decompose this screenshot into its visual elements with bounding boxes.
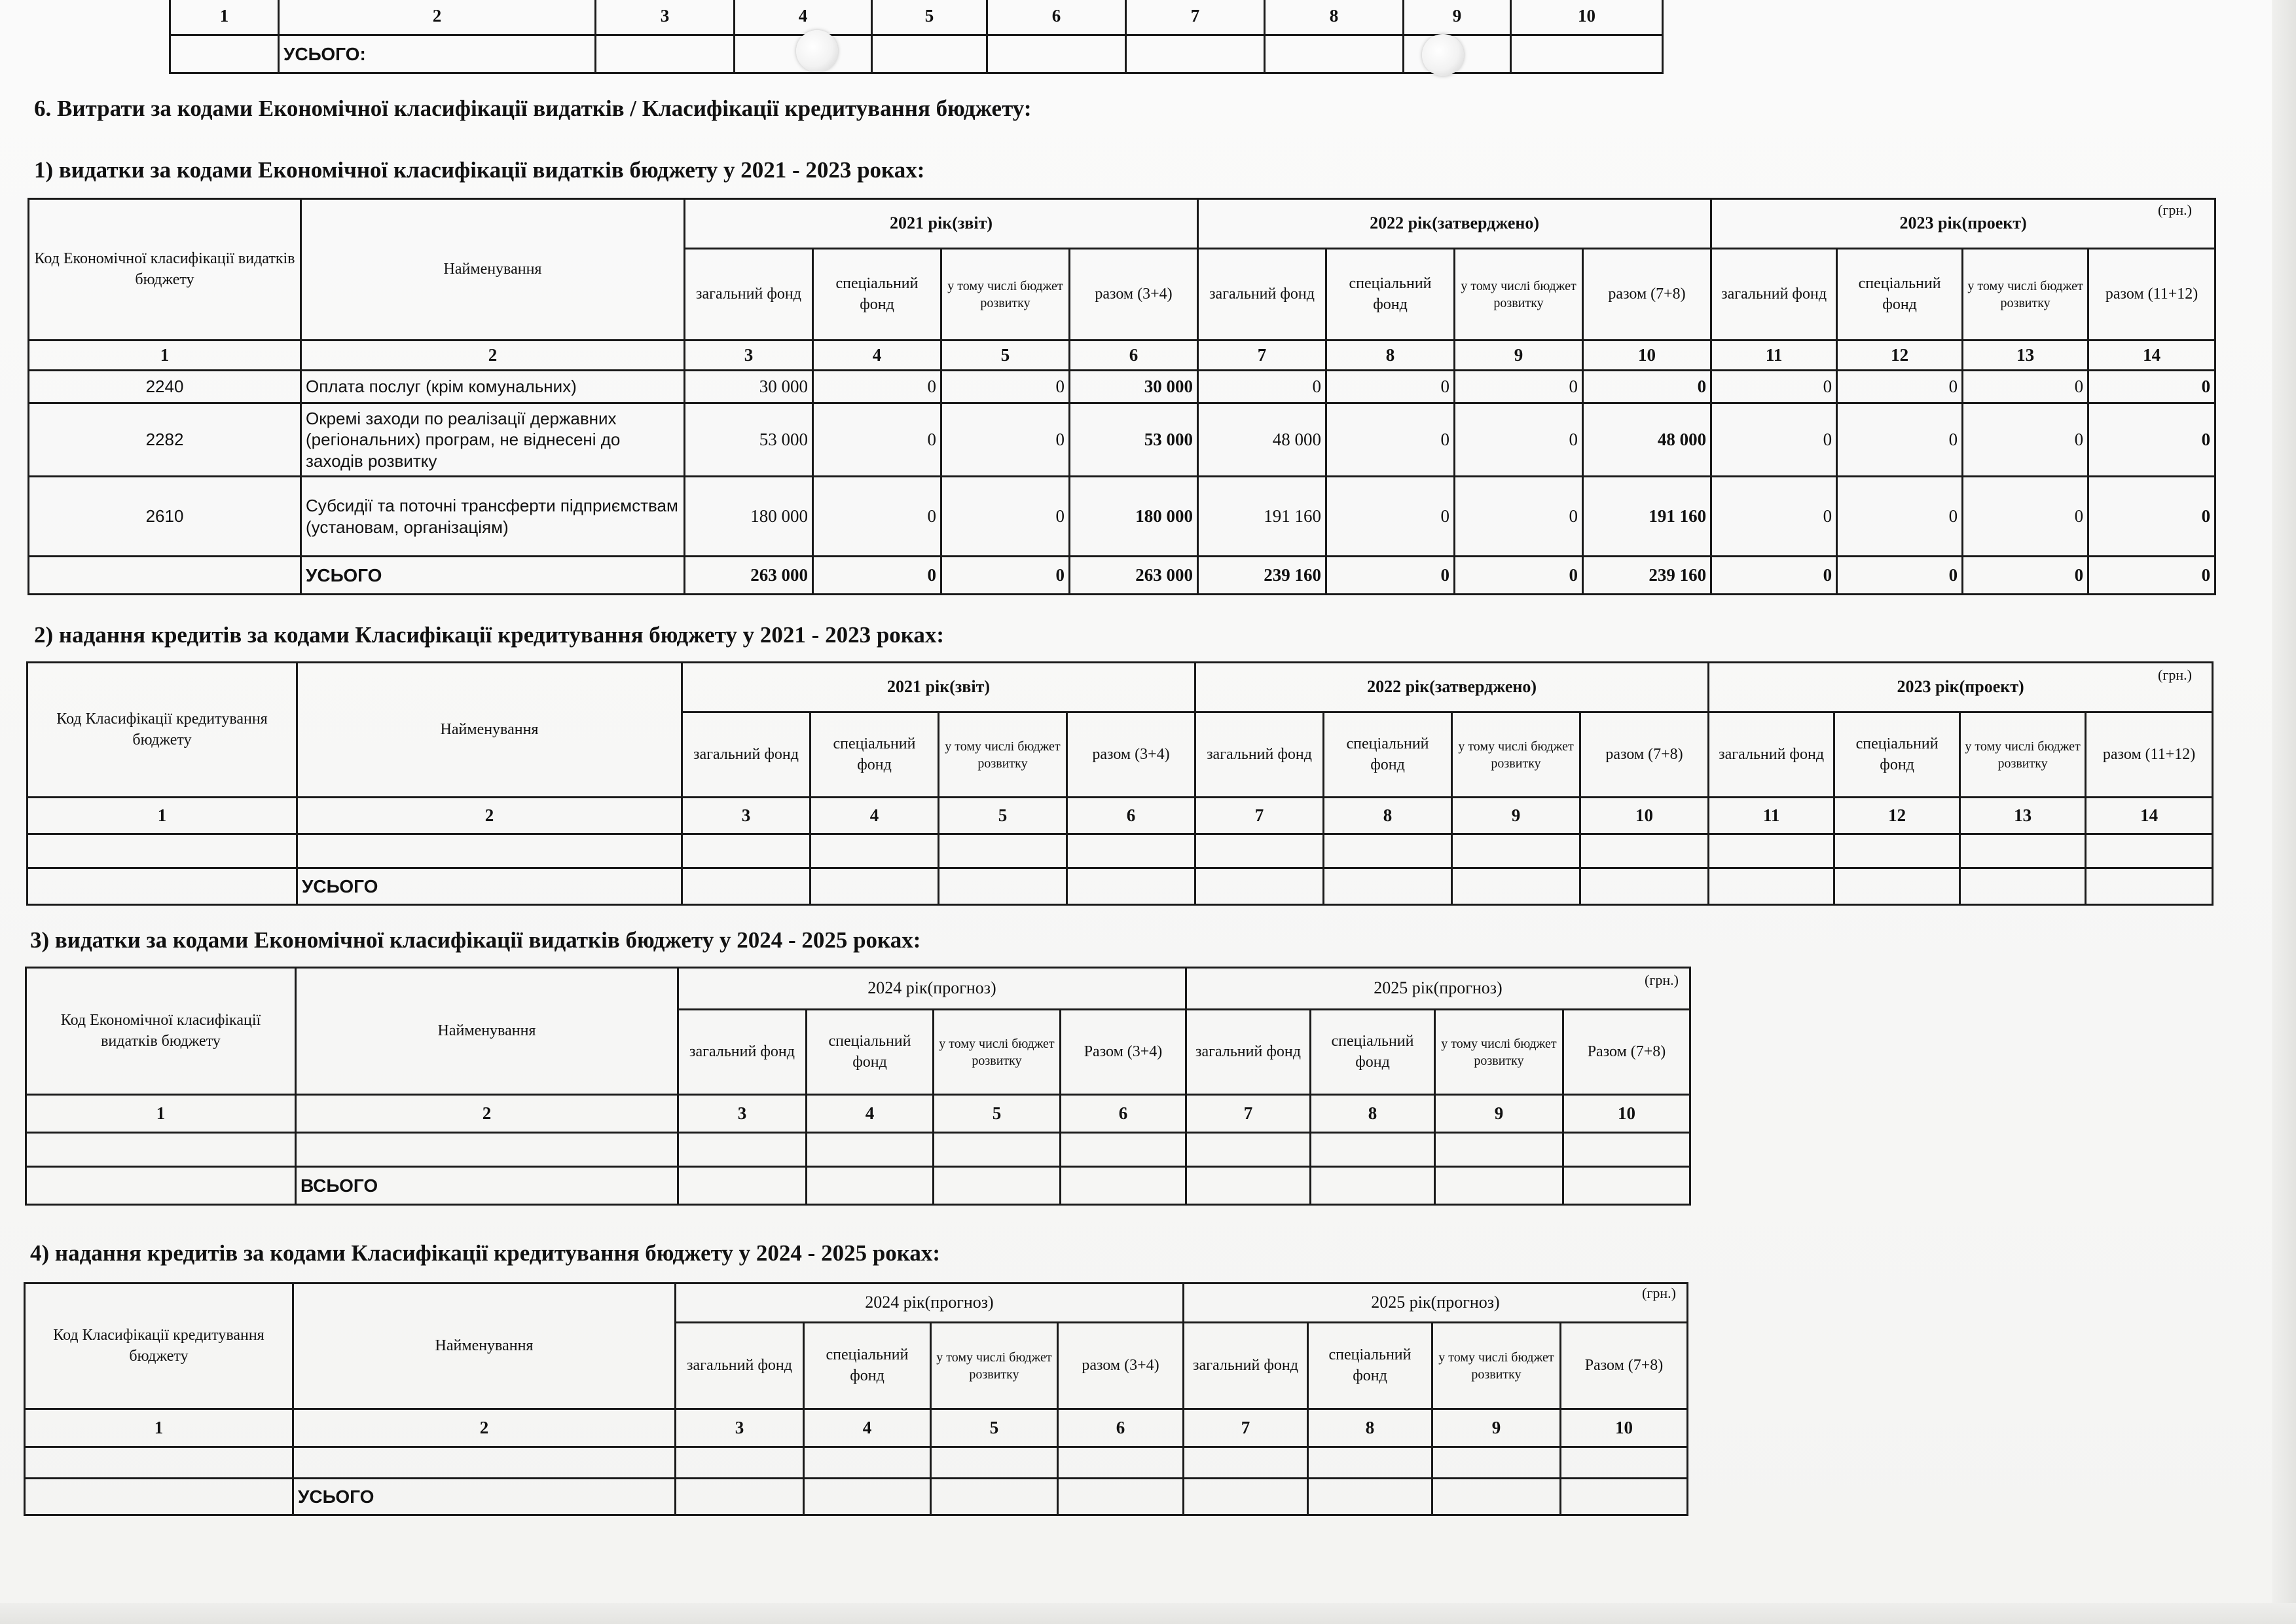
value-cell: 53 000: [1070, 403, 1198, 477]
empty-cell: [25, 1479, 293, 1515]
value-cell: 0: [1963, 371, 2088, 403]
sum-header: Разом (7+8): [1561, 1323, 1688, 1409]
col-number: 9: [1455, 341, 1583, 371]
sum-header: Разом (7+8): [1563, 1010, 1690, 1095]
table1-expenditures-2021-2023: [27, 198, 2216, 595]
col-number: 2: [293, 1409, 676, 1447]
code-header: Код Економічної класифікації видатків бюджету: [29, 199, 301, 341]
total-value-cell: 0: [1963, 557, 2088, 595]
special-fund-header: спеціальний фонд: [804, 1323, 931, 1409]
value-cell: 0: [1455, 403, 1583, 477]
empty-cell: [939, 834, 1067, 868]
unit-label: (грн.): [2158, 202, 2192, 218]
empty-cell: [1265, 35, 1404, 73]
empty-cell: [1709, 834, 1834, 868]
col-number: 1: [26, 1095, 296, 1133]
empty-cell: [297, 834, 682, 868]
special-fund-header: спеціальний фонд: [1834, 712, 1960, 798]
empty-cell: [1067, 868, 1195, 905]
code-header: Код Класифікації кредитування бюджету: [27, 663, 297, 798]
empty-cell: [1563, 1133, 1690, 1167]
value-cell: 0: [1711, 477, 1837, 557]
col-number: 4: [807, 1095, 934, 1133]
col-number: 3: [676, 1409, 804, 1447]
empty-cell: [1960, 834, 2086, 868]
col-number: 9: [1452, 798, 1580, 834]
name-header: Найменування: [296, 968, 678, 1095]
table-row: [29, 403, 2215, 477]
empty-cell: [1561, 1447, 1688, 1479]
value-cell: 0: [1963, 403, 2088, 477]
col-number: 10: [1561, 1409, 1688, 1447]
empty-cell: [26, 1167, 296, 1205]
empty-cell: [1058, 1479, 1184, 1515]
empty-cell: [807, 1133, 934, 1167]
col-number: 8: [1265, 0, 1404, 35]
total-value-cell: 263 000: [1070, 557, 1198, 595]
table3-title: 3) видатки за кодами Економічної класифікації видатків бюджету у 2024 - 2025 роках:: [30, 927, 921, 953]
col-number: 7: [1186, 1095, 1311, 1133]
col-number: 5: [931, 1409, 1058, 1447]
table-row: [26, 1133, 1690, 1167]
col-number: 2: [297, 798, 682, 834]
col-number: 3: [596, 0, 735, 35]
sum-header: разом (3+4): [1058, 1323, 1184, 1409]
empty-cell: [1435, 1133, 1563, 1167]
table-row: [29, 477, 2215, 557]
development-budget-header: у тому числі бюджет розвитку: [941, 249, 1070, 341]
value-cell: 48 000: [1198, 403, 1326, 477]
col-number: 1: [27, 798, 297, 834]
row-code: 2282: [29, 403, 301, 477]
general-fund-header: загальний фонд: [1709, 712, 1834, 798]
table2-title: 2) надання кредитів за кодами Класифікації кредитування бюджету у 2021 - 2023 роках:: [34, 622, 945, 648]
year-header-2023: 2023 рік(проект): [1709, 663, 2213, 712]
col-number: 3: [682, 798, 811, 834]
year-header-2025: 2025 рік(прогноз): [1184, 1283, 1688, 1323]
general-fund-header: загальний фонд: [1184, 1323, 1308, 1409]
value-cell: 0: [1963, 477, 2088, 557]
row-name: Субсидії та поточні трансферти підприємствам (установам, організаціям): [301, 477, 685, 557]
sum-header: разом (3+4): [1070, 249, 1198, 341]
development-budget-header: у тому числі бюджет розвитку: [1960, 712, 2086, 798]
row-code: 2610: [29, 477, 301, 557]
empty-cell: [682, 868, 811, 905]
special-fund-header: спеціальний фонд: [1326, 249, 1455, 341]
total-label: ВСЬОГО: [296, 1167, 678, 1205]
total-value-cell: 0: [1711, 557, 1837, 595]
col-number: 6: [1070, 341, 1198, 371]
sum-header: Разом (3+4): [1061, 1010, 1186, 1095]
empty-cell: [1186, 1167, 1311, 1205]
col-number: 10: [1583, 341, 1711, 371]
col-number: 5: [872, 0, 987, 35]
value-cell: 0: [813, 371, 941, 403]
table-row: [29, 371, 2215, 403]
total-value-cell: 263 000: [685, 557, 813, 595]
value-cell: 53 000: [685, 403, 813, 477]
row-name: Окремі заходи по реалізації державних (регіональних) програм, не віднесені до заходів розвитку: [301, 403, 685, 477]
col-number: 11: [1709, 798, 1834, 834]
empty-cell: [678, 1167, 807, 1205]
table3-expenditures-2024-2025: [25, 967, 1691, 1206]
empty-cell: [1058, 1447, 1184, 1479]
unit-label: (грн.): [1645, 972, 1679, 988]
empty-cell: [1834, 868, 1960, 905]
table-row: [27, 834, 2213, 868]
col-number: 3: [678, 1095, 807, 1133]
empty-cell: [934, 1167, 1061, 1205]
empty-cell: [1311, 1167, 1435, 1205]
value-cell: 0: [1711, 403, 1837, 477]
total-value-cell: 0: [2088, 557, 2215, 595]
empty-cell: [1511, 35, 1663, 73]
empty-cell: [1195, 834, 1324, 868]
col-number: 8: [1324, 798, 1452, 834]
development-budget-header: у тому числі бюджет розвитку: [931, 1323, 1058, 1409]
punch-hole: [1422, 34, 1464, 76]
year-header-2024: 2024 рік(прогноз): [678, 968, 1186, 1010]
special-fund-header: спеціальний фонд: [1324, 712, 1452, 798]
empty-cell: [1126, 35, 1265, 73]
empty-cell: [596, 35, 735, 73]
empty-cell: [1308, 1447, 1432, 1479]
general-fund-header: загальний фонд: [685, 249, 813, 341]
empty-cell: [1709, 868, 1834, 905]
special-fund-header: спеціальний фонд: [1837, 249, 1963, 341]
empty-cell: [170, 35, 279, 73]
col-number: 5: [939, 798, 1067, 834]
year-header-2024: 2024 рік(прогноз): [676, 1283, 1184, 1323]
value-cell: 0: [813, 477, 941, 557]
empty-cell: [807, 1167, 934, 1205]
punch-hole: [796, 30, 838, 72]
col-number: 3: [685, 341, 813, 371]
empty-cell: [804, 1479, 931, 1515]
value-cell: 0: [1711, 371, 1837, 403]
section-6-title: 6. Витрати за кодами Економічної класифікації видатків / Класифікації кредитування бюджету:: [34, 96, 1032, 121]
total-label: УСЬОГО: [297, 868, 682, 905]
col-number: 6: [987, 0, 1126, 35]
value-cell: 0: [941, 477, 1070, 557]
empty-cell: [1561, 1479, 1688, 1515]
sum-header: разом (11+12): [2088, 249, 2215, 341]
sum-header: разом (3+4): [1067, 712, 1195, 798]
row-name: Оплата послуг (крім комунальних): [301, 371, 685, 403]
table4-credits-2024-2025: [24, 1282, 1688, 1516]
total-label: УСЬОГО:: [279, 35, 596, 73]
empty-cell: [1452, 868, 1580, 905]
empty-cell: [26, 1133, 296, 1167]
value-cell: 48 000: [1583, 403, 1711, 477]
development-budget-header: у тому числі бюджет розвитку: [1432, 1323, 1561, 1409]
table1-title: 1) видатки за кодами Економічної класифікації видатків бюджету у 2021 - 2023 роках:: [34, 157, 925, 183]
special-fund-header: спеціальний фонд: [1311, 1010, 1435, 1095]
col-number: 7: [1198, 341, 1326, 371]
empty-cell: [1186, 1133, 1311, 1167]
empty-cell: [25, 1447, 293, 1479]
year-header-2021: 2021 рік(звіт): [682, 663, 1195, 712]
value-cell: 30 000: [685, 371, 813, 403]
special-fund-header: спеціальний фонд: [807, 1010, 934, 1095]
col-number: 5: [934, 1095, 1061, 1133]
development-budget-header: у тому числі бюджет розвитку: [1435, 1010, 1563, 1095]
code-header: Код Класифікації кредитування бюджету: [25, 1283, 293, 1409]
row-code: 2240: [29, 371, 301, 403]
empty-cell: [1580, 834, 1709, 868]
value-cell: 180 000: [1070, 477, 1198, 557]
general-fund-header: загальний фонд: [682, 712, 811, 798]
value-cell: 191 160: [1198, 477, 1326, 557]
empty-cell: [1324, 834, 1452, 868]
empty-cell: [1061, 1167, 1186, 1205]
col-number: 1: [25, 1409, 293, 1447]
empty-cell: [296, 1133, 678, 1167]
col-number: 2: [279, 0, 596, 35]
value-cell: 0: [1326, 403, 1455, 477]
total-row: [25, 1479, 1688, 1515]
col-number: 6: [1067, 798, 1195, 834]
empty-cell: [678, 1133, 807, 1167]
col-number: 12: [1837, 341, 1963, 371]
empty-cell: [1308, 1479, 1432, 1515]
value-cell: 0: [1583, 371, 1711, 403]
total-value-cell: 0: [1837, 557, 1963, 595]
col-number: 7: [1195, 798, 1324, 834]
empty-cell: [1435, 1167, 1563, 1205]
year-header-2023: 2023 рік(проект): [1711, 199, 2215, 249]
code-header: Код Економічної класифікації видатків бюджету: [26, 968, 296, 1095]
total-label: УСЬОГО: [301, 557, 685, 595]
general-fund-header: загальний фонд: [676, 1323, 804, 1409]
empty-cell: [1067, 834, 1195, 868]
col-number: 4: [804, 1409, 931, 1447]
total-value-cell: 0: [813, 557, 941, 595]
unit-label: (грн.): [1642, 1285, 1676, 1301]
col-number: 10: [1563, 1095, 1690, 1133]
col-number: 11: [1711, 341, 1837, 371]
development-budget-header: у тому числі бюджет розвитку: [1452, 712, 1580, 798]
year-header-2021: 2021 рік(звіт): [685, 199, 1198, 249]
col-number: 12: [1834, 798, 1960, 834]
col-number: 7: [1126, 0, 1265, 35]
value-cell: 180 000: [685, 477, 813, 557]
value-cell: 0: [2088, 477, 2215, 557]
empty-cell: [872, 35, 987, 73]
name-header: Найменування: [297, 663, 682, 798]
name-header: Найменування: [301, 199, 685, 341]
development-budget-header: у тому числі бюджет розвитку: [939, 712, 1067, 798]
table2-credits-2021-2023: [26, 661, 2214, 906]
value-cell: 0: [1837, 403, 1963, 477]
empty-cell: [1061, 1133, 1186, 1167]
empty-cell: [811, 868, 939, 905]
total-label: УСЬОГО: [293, 1479, 676, 1515]
value-cell: 0: [1326, 477, 1455, 557]
col-number: 9: [1435, 1095, 1563, 1133]
value-cell: 0: [1837, 371, 1963, 403]
sum-header: разом (7+8): [1583, 249, 1711, 341]
empty-cell: [1960, 868, 2086, 905]
special-fund-header: спеціальний фонд: [813, 249, 941, 341]
general-fund-header: загальний фонд: [1198, 249, 1326, 341]
empty-cell: [676, 1447, 804, 1479]
col-number: 8: [1311, 1095, 1435, 1133]
development-budget-header: у тому числі бюджет розвитку: [1455, 249, 1583, 341]
total-value-cell: 239 160: [1583, 557, 1711, 595]
value-cell: 0: [1837, 477, 1963, 557]
empty-cell: [931, 1479, 1058, 1515]
col-number: 14: [2086, 798, 2213, 834]
empty-cell: [29, 557, 301, 595]
value-cell: 0: [2088, 371, 2215, 403]
year-header-2022: 2022 рік(затверджено): [1195, 663, 1709, 712]
value-cell: 0: [941, 403, 1070, 477]
empty-cell: [1324, 868, 1452, 905]
col-number: 1: [29, 341, 301, 371]
col-number: 9: [1432, 1409, 1561, 1447]
empty-cell: [676, 1479, 804, 1515]
col-number: 5: [941, 341, 1070, 371]
empty-cell: [1563, 1167, 1690, 1205]
col-number: 4: [811, 798, 939, 834]
col-number: 6: [1058, 1409, 1184, 1447]
value-cell: 0: [1455, 371, 1583, 403]
col-number: 4: [813, 341, 941, 371]
col-number: 9: [1404, 0, 1511, 35]
col-number: 8: [1308, 1409, 1432, 1447]
year-header-2025: 2025 рік(прогноз): [1186, 968, 1690, 1010]
name-header: Найменування: [293, 1283, 676, 1409]
value-cell: 30 000: [1070, 371, 1198, 403]
empty-cell: [987, 35, 1126, 73]
col-number: 4: [735, 0, 872, 35]
col-number: 6: [1061, 1095, 1186, 1133]
empty-cell: [934, 1133, 1061, 1167]
special-fund-header: спеціальний фонд: [811, 712, 939, 798]
sum-header: разом (7+8): [1580, 712, 1709, 798]
development-budget-header: у тому числі бюджет розвитку: [1963, 249, 2088, 341]
value-cell: 191 160: [1583, 477, 1711, 557]
total-value-cell: 0: [941, 557, 1070, 595]
sum-header: разом (11+12): [2086, 712, 2213, 798]
col-number: 2: [296, 1095, 678, 1133]
total-row: [26, 1167, 1690, 1205]
unit-label: (грн.): [2158, 667, 2192, 683]
general-fund-header: загальний фонд: [678, 1010, 807, 1095]
page-edge: [2272, 0, 2296, 1624]
col-number: 10: [1511, 0, 1663, 35]
empty-cell: [27, 834, 297, 868]
total-row: [27, 868, 2213, 905]
empty-cell: [2086, 868, 2213, 905]
total-value-cell: 0: [1455, 557, 1583, 595]
col-number: 1: [170, 0, 279, 35]
total-value-cell: 239 160: [1198, 557, 1326, 595]
empty-cell: [811, 834, 939, 868]
empty-cell: [804, 1447, 931, 1479]
value-cell: 0: [1326, 371, 1455, 403]
empty-cell: [27, 868, 297, 905]
value-cell: 0: [1198, 371, 1326, 403]
total-value-cell: 0: [1326, 557, 1455, 595]
col-number: 8: [1326, 341, 1455, 371]
col-number: 7: [1184, 1409, 1308, 1447]
empty-cell: [293, 1447, 676, 1479]
empty-cell: [1311, 1133, 1435, 1167]
development-budget-header: у тому числі бюджет розвитку: [934, 1010, 1061, 1095]
empty-cell: [1580, 868, 1709, 905]
special-fund-header: спеціальний фонд: [1308, 1323, 1432, 1409]
col-number: 2: [301, 341, 685, 371]
empty-cell: [1834, 834, 1960, 868]
empty-cell: [939, 868, 1067, 905]
empty-cell: [1184, 1479, 1308, 1515]
general-fund-header: загальний фонд: [1195, 712, 1324, 798]
empty-cell: [2086, 834, 2213, 868]
empty-cell: [682, 834, 811, 868]
table-row: [25, 1447, 1688, 1479]
page-bottom-edge: [0, 1603, 2296, 1624]
empty-cell: [931, 1447, 1058, 1479]
value-cell: 0: [941, 371, 1070, 403]
col-number: 10: [1580, 798, 1709, 834]
col-number: 13: [1963, 341, 2088, 371]
value-cell: 0: [1455, 477, 1583, 557]
total-row: [29, 557, 2215, 595]
value-cell: 0: [813, 403, 941, 477]
table4-title: 4) надання кредитів за кодами Класифікації кредитування бюджету у 2024 - 2025 роках:: [30, 1240, 941, 1266]
col-number: 13: [1960, 798, 2086, 834]
empty-cell: [1184, 1447, 1308, 1479]
empty-cell: [1432, 1479, 1561, 1515]
general-fund-header: загальний фонд: [1186, 1010, 1311, 1095]
general-fund-header: загальний фонд: [1711, 249, 1837, 341]
empty-cell: [1452, 834, 1580, 868]
col-number: 14: [2088, 341, 2215, 371]
empty-cell: [1195, 868, 1324, 905]
value-cell: 0: [2088, 403, 2215, 477]
year-header-2022: 2022 рік(затверджено): [1198, 199, 1711, 249]
empty-cell: [1432, 1447, 1561, 1479]
